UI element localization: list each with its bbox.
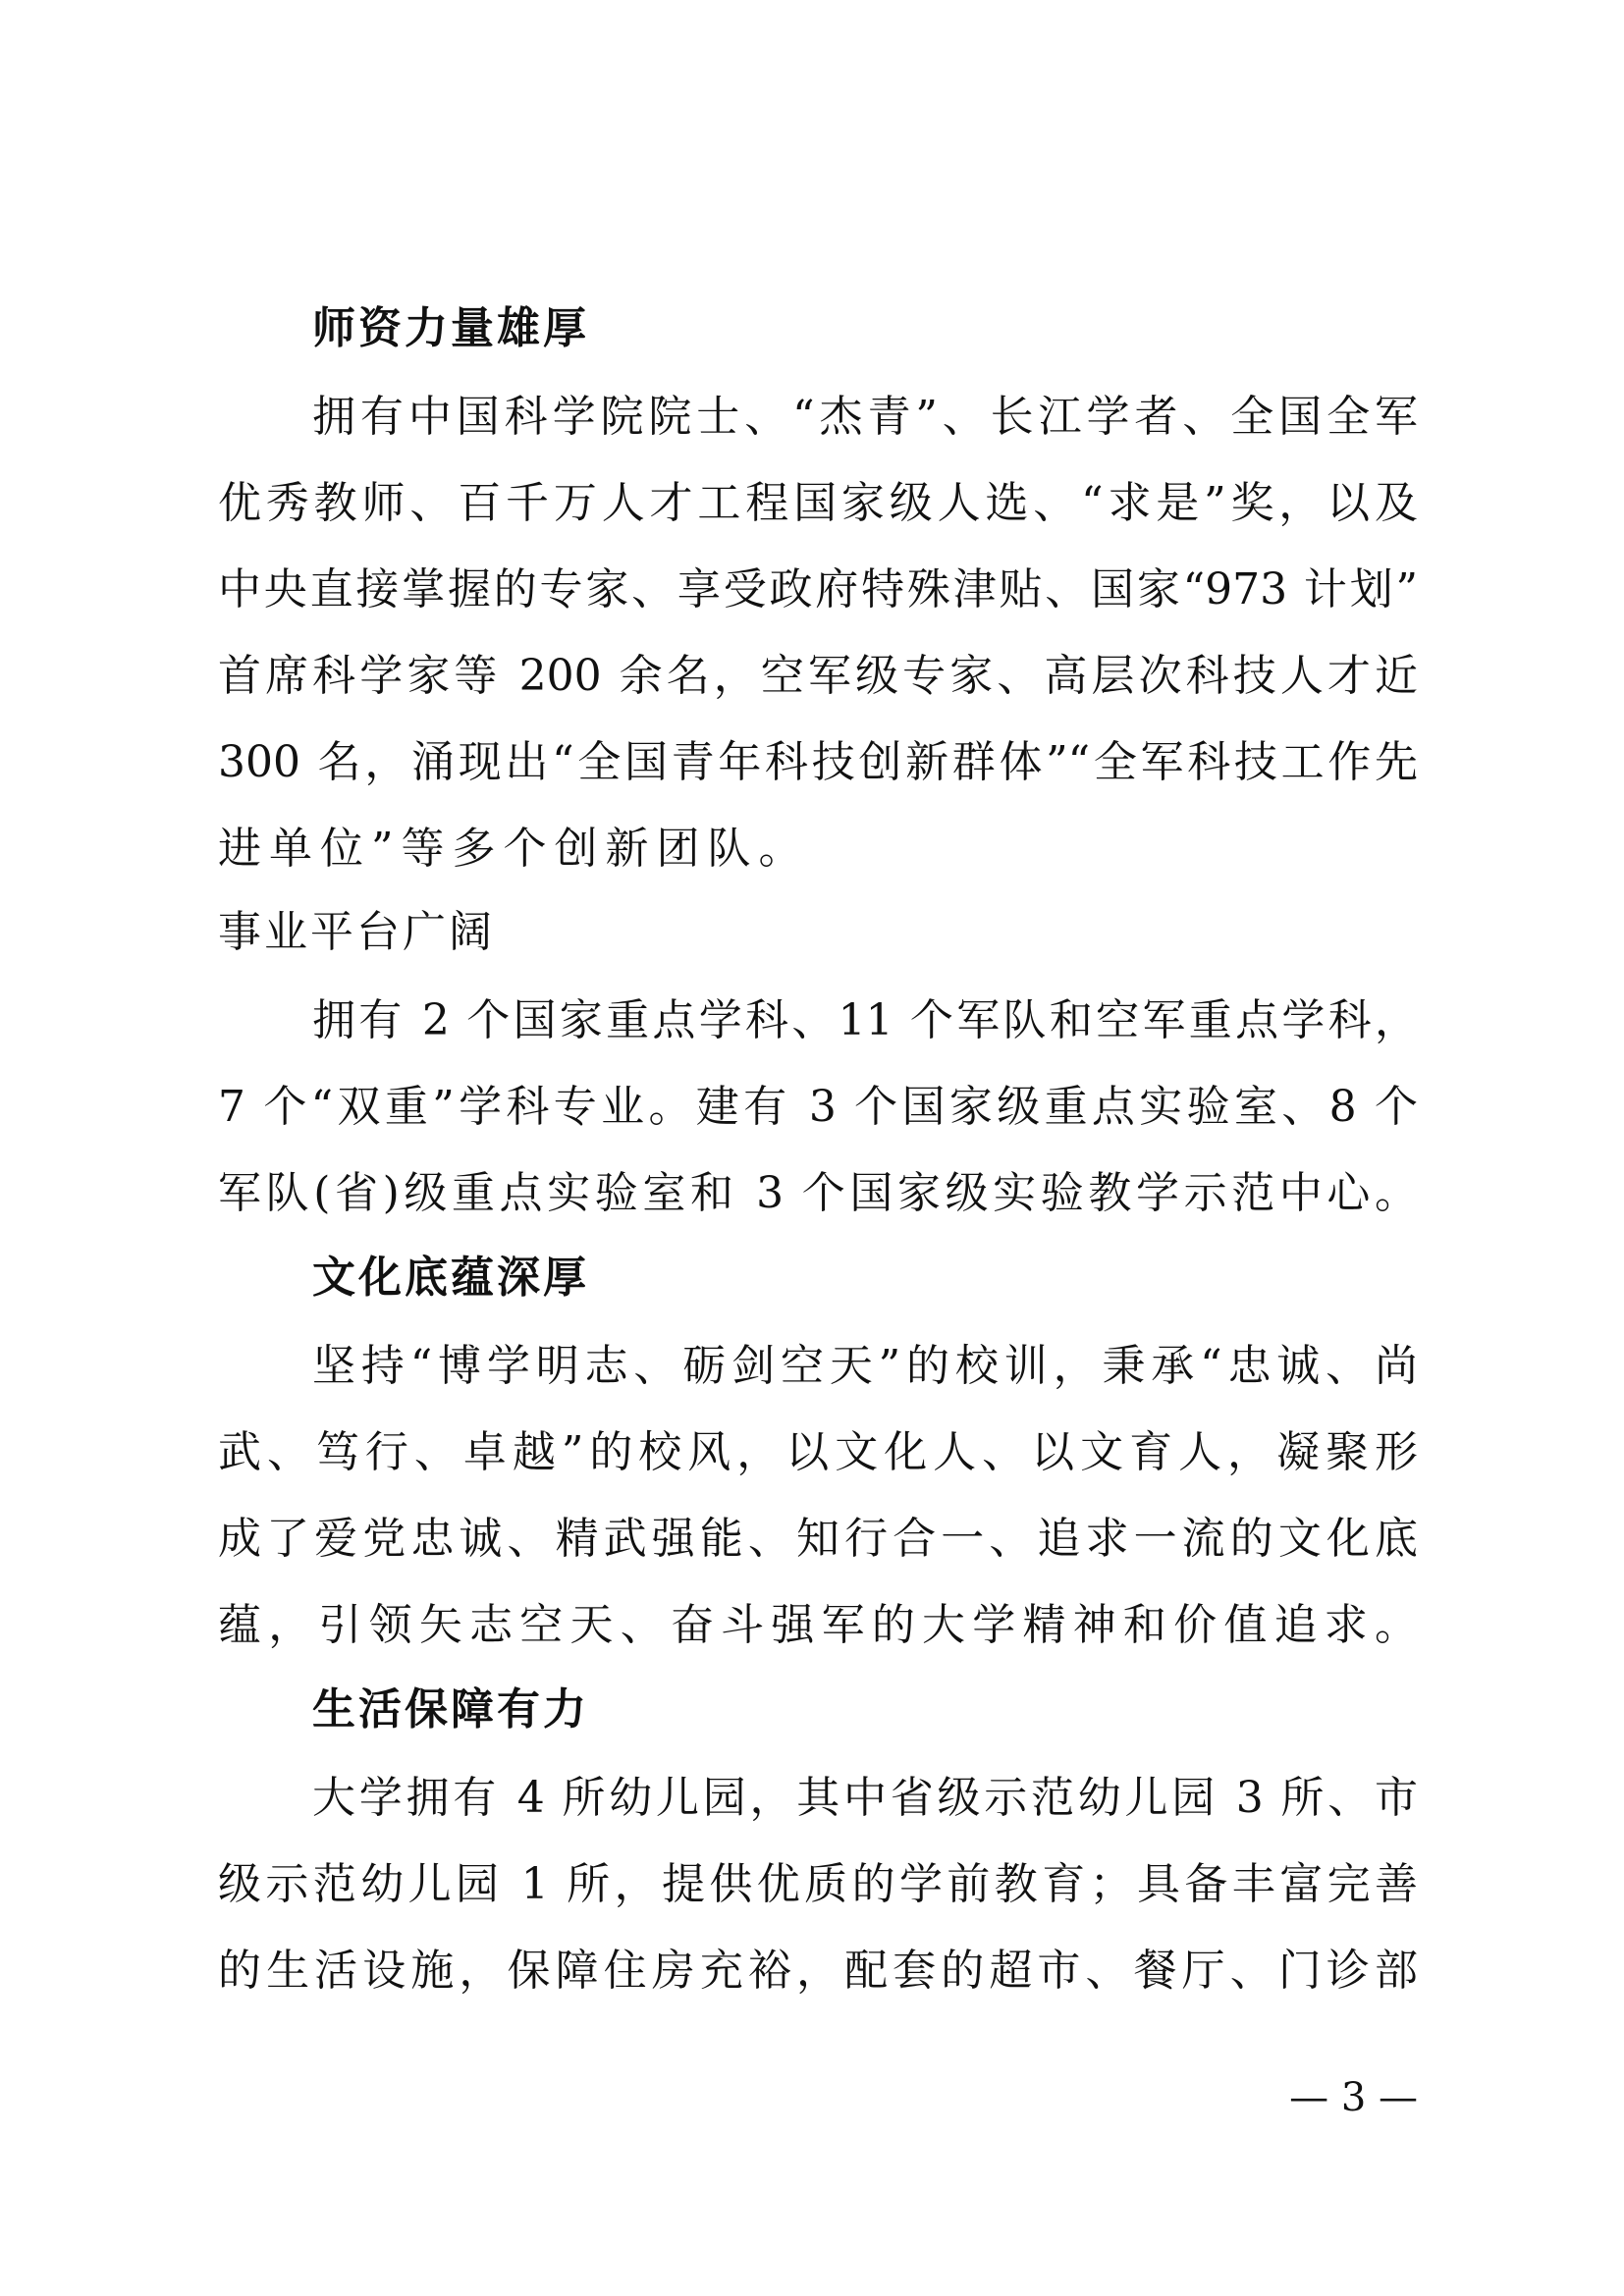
paragraph-line: 中央直接掌握的专家、享受政府特殊津贴、国家“973 计划” <box>218 564 1418 614</box>
paragraph-line: 300 名，涌现出“全国青年科技创新群体”“全军科技工作先 <box>218 737 1418 787</box>
paragraph-line: 拥有 2 个国家重点学科、11 个军队和空军重点学科， <box>312 995 1418 1045</box>
paragraph-line: 成了爱党忠诚、精武强能、知行合一、追求一流的文化底 <box>218 1514 1418 1564</box>
paragraph-line: 军队(省)级重点实验室和 3 个国家级实验教学示范中心。 <box>218 1168 1418 1218</box>
paragraph-line: 首席科学家等 200 余名，空军级专家、高层次科技人才近 <box>218 651 1418 701</box>
paragraph-line: 进单位”等多个创新团队。 <box>218 824 810 874</box>
paragraph-line: 武、笃行、卓越”的校风，以文化人、以文育人，凝聚形 <box>218 1427 1418 1477</box>
paragraph-line: 级示范幼儿园 1 所，提供优质的学前教育；具备丰富完善 <box>218 1859 1418 1909</box>
section-heading: 事业平台广阔 <box>218 907 495 957</box>
section-heading: 文化底蕴深厚 <box>312 1253 589 1303</box>
paragraph-line: 优秀教师、百千万人才工程国家级人选、“求是”奖，以及 <box>218 478 1418 528</box>
paragraph-line: 的生活设施，保障住房充裕，配套的超市、餐厅、门诊部 <box>218 1946 1418 1996</box>
paragraph-line: 7 个“双重”学科专业。建有 3 个国家级重点实验室、8 个 <box>218 1082 1418 1132</box>
section-heading: 师资力量雄厚 <box>312 303 589 353</box>
paragraph-line: 拥有中国科学院院士、“杰青”、长江学者、全国全军 <box>312 392 1418 442</box>
paragraph-line: 大学拥有 4 所幼儿园，其中省级示范幼儿园 3 所、市 <box>312 1773 1418 1823</box>
paragraph-line: 坚持“博学明志、砺剑空天”的校训，秉承“忠诚、尚 <box>312 1341 1418 1391</box>
page-number: — 3 — <box>1289 2075 1418 2120</box>
section-heading: 生活保障有力 <box>312 1684 589 1735</box>
paragraph-line: 蕴，引领矢志空天、奋斗强军的大学精神和价值追求。 <box>218 1600 1418 1650</box>
